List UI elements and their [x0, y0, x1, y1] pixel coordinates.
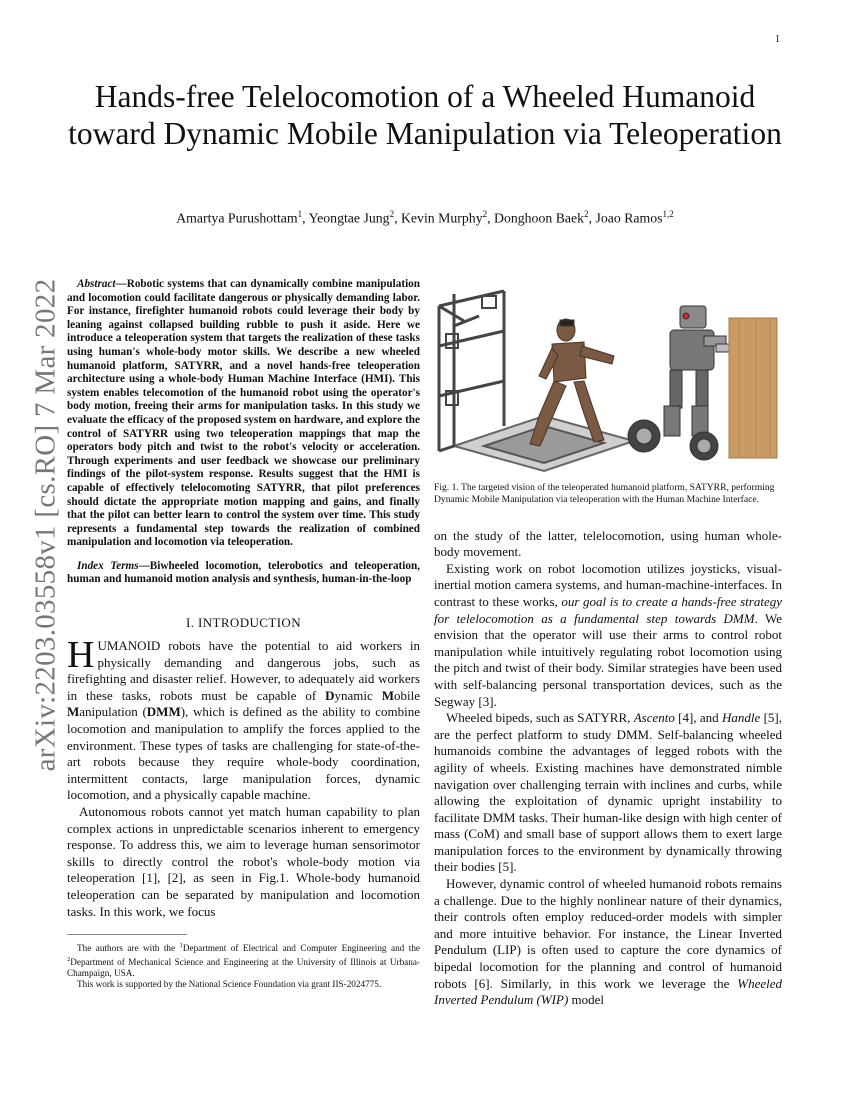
intro-paragraph-1: [67, 634, 420, 804]
body-text: However, dynamic control of wheeled humanoid robots remains a challenge. Due to the highly nonlinear nature of their dynamics, their controls often employ reduced-order models with simpler and more intuitive behavior. For instance, the Linear Inverted Pendulum (LIP) is often used to capture the core dynamics of bipedal locomotion for the planning and control of humanoid robots [6]. Similarly, in this work we leverage the: [434, 876, 782, 991]
index-terms: Index Terms—Biwheeled locomotion, telerobotics and teleoperation, human and humanoid motion analysis and synthesis, human-in-the-loop: [67, 559, 420, 586]
arxiv-identifier: arXiv:2203.03558v1 [cs.RO] 7 Mar 2022: [29, 278, 62, 772]
dmm-letter: M: [67, 704, 80, 720]
body-text: . We envision that the operator will use their arms to control robot manipulation while intuitively regulating robot locomotion using the pitch and twist of their body. Similar strategies have been used with self-balancing personal transportation devices, such as the Segway [3].: [434, 610, 782, 709]
left-column: [67, 278, 420, 990]
dmm-letter: M: [381, 687, 394, 703]
intro-text: anipulation (: [79, 704, 147, 720]
page-number: 1: [775, 34, 780, 45]
right-column: [434, 286, 782, 1009]
body-text: Wheeled bipeds, such as SATYRR,: [446, 710, 634, 726]
paper-title: Hands-free Telelocomotion of a Wheeled Humanoid toward Dynamic Mobile Manipulation via Teleoperation: [68, 79, 782, 151]
abstract-label: Abstract: [77, 278, 116, 290]
author-name: Kevin Murphy: [400, 210, 483, 226]
intro-text: ynamic: [334, 687, 382, 703]
abstract-text: Robotic systems that can dynamically combine manipulation and locomotion could facilitate dangerous or physically demanding labor. For instance, firefighter humanoid robots could leverage their body by leaning against collapsed building rubble to push it aside. Here we introduce a teleoperation system that targets the realization of these tasks using human's whole-body motor skills. We describe a new wheeled humanoid platform, SATYRR, and a novel hands-free teleoperation architecture using a whole-body Human Machine Interface (HMI). This system enables telecomotion of the humanoid robot using the operator's body motion, freeing their arms for manipulation tasks. In this study we evaluate the efficacy of the proposed system on hardware, and explore the control of SATYRR using two teleoperation mappings that map the operators body pitch and twist to the robot's velocity or acceleration. Through experiments and user feedback we showcase our preliminary findings of the pilot-system response. Results suggest that the HMI is capable of effectively telelocomoting SATYRR, that pilot preferences should dictate the appropriate motion mapping and gains, and finally that the pilot can better learn to control the system over time. This study represents a fundamental step towards the realization of combined manipulation and locomotion via teleoperation.: [67, 278, 420, 549]
author-affiliation: 1: [297, 209, 303, 219]
author-affiliation: 2: [389, 209, 395, 219]
footnote-text: The authors are with the: [77, 943, 180, 954]
abstract: Abstract—Robotic systems that can dynamically combine manipulation and locomotion could facilitate dangerous or physically demanding labor. For instance, firefighter humanoid robots could leverage their body by leaning against collapsed building rubble to push it aside. Here we introduce a teleoperation system that targets the realization of these tasks using human's whole-body motor skills. We describe a new wheeled humanoid platform, SATYRR, and a novel hands-free teleoperation architecture using a whole-body Human Machine Interface (HMI). This system enables telecomotion of the humanoid robot using the operator's body motion, freeing their arms for manipulation tasks. In this study we evaluate the efficacy of the proposed system on hardware, and explore the control of SATYRR using two teleoperation mappings that map the operators body pitch and twist to the robot's velocity or acceleration. Through experiments and user feedback we showcase our preliminary findings of the pilot-system response. Results suggest that the HMI is capable of effectively telelocomoting SATYRR, that pilot preferences should dictate the appropriate motion mapping and gains, and finally that the pilot can better learn to control the system over time. This study represents a fundamental step towards the realization of combined manipulation and locomotion via teleoperation.: [67, 278, 420, 549]
footnote-sup: 1: [179, 942, 183, 950]
footnote-text: Department of Mechanical Science and Engineering at the University of Illinois at Urbana-Champaign, USA.: [67, 957, 420, 979]
emphasized-name: Ascento: [633, 710, 675, 726]
body-text: Existing work on robot locomotion utilizes joysticks, visual-inertial motion camera systems, and human-machine-interfaces. In contrast to these works,: [434, 560, 782, 609]
footnote-text: Department of Electrical and Computer Engineering and the: [182, 943, 420, 954]
drop-cap: H: [67, 634, 95, 677]
author-name: Joao Ramos: [595, 210, 663, 226]
intro-paragraph-2: Autonomous robots cannot yet match human capability to plan complex actions in unpredictable scenarios inherent to emergency response. To address this, we aim to leverage human sensorimotor skills to directly control the robot's whole-body motion via teleoperation [1], [2], as seen in Fig.1. Whole-body humanoid teleoperation can be separated by manipulation and locomotion tasks. In this work, we focus: [67, 804, 420, 919]
paragraph-existing-work: [434, 561, 782, 710]
wooden-door: [729, 318, 777, 458]
figure-illustration: [434, 286, 782, 474]
author-list: Amartya Purushottam$^1$, Yeongtae Jung$^2$, Kevin Murphy$^2$, Donghoon Baek$^2$, Joao Ramos$^{1,2}$: [176, 209, 674, 226]
emphasized-name: Handle: [721, 710, 761, 726]
intro-text: obile: [394, 687, 420, 703]
footnote-divider: [67, 934, 187, 935]
dmm-letter: D: [325, 687, 335, 703]
arxiv-stamp: [26, 278, 66, 772]
footnote-affiliations: [67, 940, 420, 979]
body-text: model: [568, 992, 605, 1008]
author-name: Amartya Purushottam: [176, 210, 298, 226]
emphasized-model: Wheeled Inverted Pendulum (WIP): [434, 975, 782, 1008]
author-name: Donghoon Baek: [494, 210, 585, 226]
footnote-funding: This work is supported by the National Science Foundation via grant IIS-2024775.: [77, 979, 382, 990]
footnote-sup: 2: [67, 956, 71, 964]
author-affiliation: 1,2: [662, 209, 674, 219]
intro-text: ), which is defined as the ability to combine locomotion and manipulation to amplify the forces applied to the environment. These types of tasks are challenging for state-of-the-art robots because they require whole-body coordination, intermittent contacts, large manipulation forces, dynamic locomotion, and a physically capable machine.: [67, 704, 420, 803]
intro-text: UMANOID robots have the potential to aid workers in physically demanding and dangerous jobs, such as firefighting and disaster relief. However, to adequately aid workers in these tasks, robots must be capable of: [67, 638, 420, 703]
figure-1: [434, 286, 782, 474]
body-text: [4], and: [674, 710, 722, 726]
figure-caption: Fig. 1. The targeted vision of the teleoperated humanoid platform, SATYRR, performing Dynamic Mobile Manipulation via teleoperation with the Human Machine Interface.: [434, 482, 775, 505]
right-continuation: on the study of the latter, telelocomotion, using human whole-body movement.: [434, 527, 782, 560]
index-terms-text: Biwheeled locomotion, telerobotics and teleoperation, human and humanoid motion analysis and synthesis, human-in-the-loop: [67, 559, 420, 586]
author-affiliation: 2: [482, 209, 488, 219]
emphasized-goal: our goal is to create a hands-free strategy for telelocomotion as a fundamental step towards DMM: [434, 593, 782, 626]
body-text: [5], are the perfect platform to study DMM. Self-balancing wheeled humanoids combine the advantages of legged robots with the agility of wheels. Existing machines have demonstrated nimble navigation over challenging terrain with inclines and curbs, while allowing the exploitation of dynamic upright instability to facilitate DMM tasks. Their human-like design with high center of mass (CoM) and small base of support allows them to exert large manipulation forces to the environment by dynamically throwing their bodies [5].: [434, 710, 782, 875]
paragraph-dynamic-control: [434, 876, 782, 1009]
dmm-abbreviation: DMM: [146, 704, 181, 720]
author-name: Yeongtae Jung: [308, 210, 390, 226]
author-affiliation: 2: [584, 209, 589, 219]
index-terms-label: Index Terms: [77, 559, 139, 572]
section-heading: I. INTRODUCTION: [185, 615, 302, 631]
paragraph-wheeled-bipeds: [434, 710, 782, 876]
